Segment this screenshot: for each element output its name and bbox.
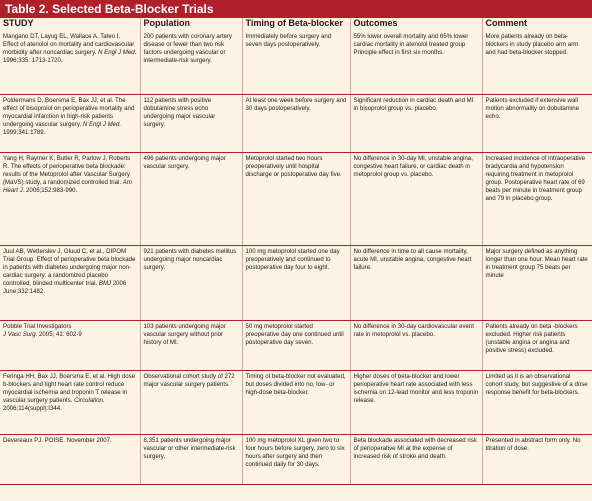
header-timing: Timing of Beta-blocker [242,18,350,31]
population-cell: Observational cohort study of 272 major vascular surgery patients. [140,370,242,434]
header-outcomes: Outcomes [350,18,482,31]
timing-cell: 100 mg metoprolol started one day preoperatively and continued to postoperative day four to eight. [242,245,350,320]
comment-cell: Limited as it is an observational cohort study, but suggestive of a dose response benefit for beta-blockers. [482,370,592,434]
table-row [0,320,592,370]
beta-blocker-trials-table [0,18,592,485]
table-title: Table 2. Selected Beta-Blocker Trials [0,0,592,18]
study-cell: Juul AB, Wetterslev J, Gluud C, et al., DIPOM Trial Group. Effect of perioperative beta blockade in patients with diabetes undergoing major non-cardiac surgery: a randomized placebo controlled, blinded multicenter trial. BMJ 2006 June;332:1482. [0,245,140,320]
outcomes-cell: Beta blockade associated with decreased risk of perioperative MI at the expense of increased risk of stroke and death. [350,434,482,484]
study-cell: Feringa HH, Bax JJ, Boersma E, et al. High dose b-blockers and tight heart rate control reduce myocardial ischemia and troponin T release in vascular surgery patients. Circulation. 2006;114(suppl):I344. [0,370,140,434]
table-row [0,152,592,245]
study-cell: Mangano DT, Layug EL, Wallace A, Tateo I. Effect of atenolol on mortality and cardiovascular morbidity after noncardiac surgery. N Engl J Med. 1996;335: 1713-1720. [0,31,140,94]
header-comment: Comment [485,18,528,28]
outcomes-cell: Higher doses of beta-blocker and lower perioperative heart rate associated with less ischemia on 12-lead monitor and less troponin release. [350,370,482,434]
table-row [0,434,592,484]
timing-cell: Timing of beta-blocker not evaluated, but doses divided into no, low- or high-dose beta-blocker. [242,370,350,434]
table-row [0,94,592,152]
comment-cell: Increased incidence of intraoperative bradycardia and hypotension requiring treatment in metoprolol group. Postoperative heart rate of 69 beats per minute in treatment group and 79 in placebo group. [482,152,592,245]
outcomes-cell: No difference in time to all cause mortality, acute MI, unstable angina, congestive heart failure. [350,245,482,320]
outcomes-cell: 55% lower overall mortality and 65% lower cardiac mortality in atenolol treated group Principle effect in first six months. [350,31,482,94]
population-cell: 200 patients with coronary artery disease or fewer than two risk factors undergoing vascular or intermediate-risk surgery. [140,31,242,94]
population-cell: 496 patients undergoing major vascular surgery. [140,152,242,245]
table-row [0,370,592,434]
comment-cell: Major surgery defined as anything longer than one hour. Mean heart rate in treatment group 75 beats per minute [482,245,592,320]
population-cell: 112 patients with positive dobutamine stress echo undergoing major vascular surgery. [140,94,242,152]
outcomes-cell: No difference in 30-day MI, unstable angina, congestive heart failure, or cardiac death in metoprolol group vs. placebo. [350,152,482,245]
study-cell: Devereaux PJ. POISE. November 2007. [0,434,140,484]
population-cell: 103 patients undergoing major vascular surgery without prior history of MI. [140,320,242,370]
study-cell: Poldermans D, Boersma E, Bax JJ, et al. The effect of bisoprolol on perioperative mortality and myocardial infarction in high-risk patients undergoing vascular surgery. N Engl J Med. 1999;341:1789. [0,94,140,152]
table-row [0,31,592,94]
timing-cell: 50 mg metoprolol started preoperative day one continued until postoperative day seven. [242,320,350,370]
table-header-row [0,18,592,31]
outcomes-cell: Significant reduction in cardiac death and MI in bisoprolol group vs. placebo. [350,94,482,152]
timing-cell: Immediately before surgery and seven days postoperatively. [242,31,350,94]
comment-cell: Presented in abstract form only. No titration of dose. [482,434,592,484]
population-cell: 921 patients with diabetes mellitus undergoing major noncardiac surgery. [140,245,242,320]
comment-cell: Patients already on beta -blockers excluded. Higher risk patients (unstable angina or angina and positive stress) excluded. [482,320,592,370]
population-cell: 8,351 patients undergoing major vascular or other intermediate-risk surgery. [140,434,242,484]
study-cell: Pobble Trial Investigators J Vasc Surg. 2005; 41: 602-9 [0,320,140,370]
timing-cell: Metoprolol started two hours preoperatively until hospital discharge or postoperative day five. [242,152,350,245]
comment-cell: More patients already on beta-blockers in study placebo arm arm and had beta-blocker stopped. [482,31,592,94]
comment-cell: Patients excluded if extensive wall motion abnormality on dobutamine echo. [482,94,592,152]
timing-cell: 100 mg metoprolol XL given two to four hours before surgery, zero to six hours after surgery and then continued daily for 30 days. [242,434,350,484]
study-cell: Yang H, Raymer K, Butler R, Parlow J, Roberts R. The effects of perioperative beta blockade: results of the Metoprolol after Vascular Surgery (MaVS) study, a randomized controlled trial. Am Heart J. 2006;152:983-990. [0,152,140,245]
table-row [0,245,592,320]
outcomes-cell: No difference in 30-day cardiovascular event rate in metoprolol vs. placebo. [350,320,482,370]
header-population: Population [140,18,242,31]
timing-cell: At least one week before surgery and 30 days postoperatively. [242,94,350,152]
header-study: STUDY [0,18,140,31]
